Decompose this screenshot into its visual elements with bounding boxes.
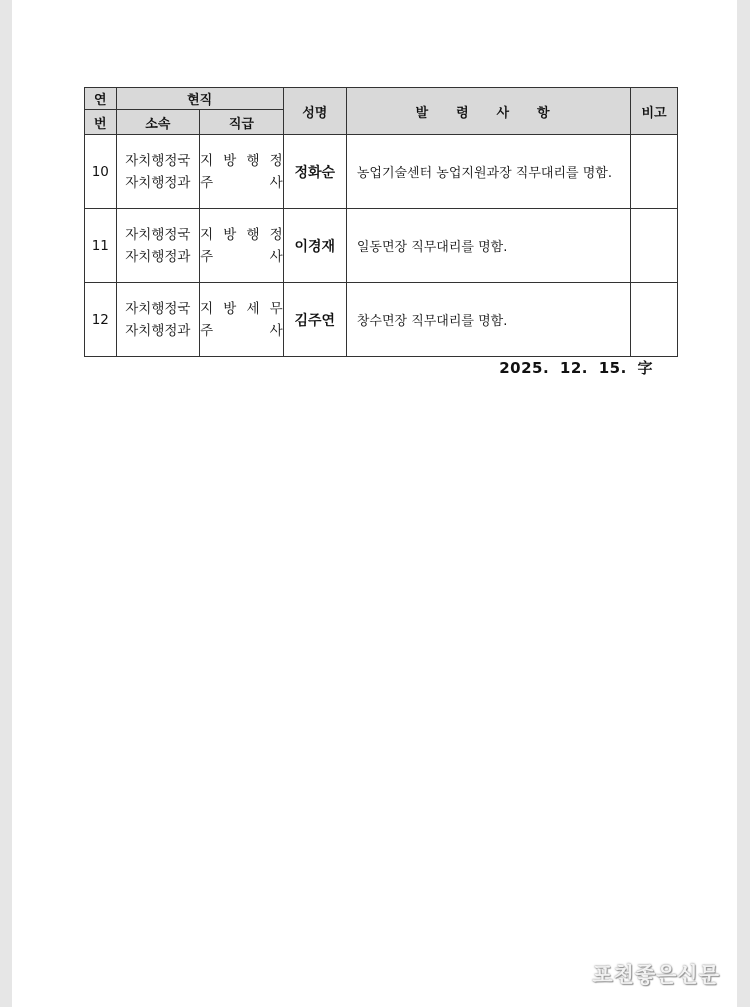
- rank-line2-last: 사: [269, 174, 283, 191]
- rank-line1: 지 방 행 정: [200, 226, 283, 243]
- header-no-bottom: 번: [85, 110, 117, 135]
- affiliation-cell: [116, 209, 200, 283]
- rank-cell: [200, 283, 284, 357]
- row-number: 10: [85, 135, 117, 209]
- header-affiliation: 소속: [116, 110, 200, 135]
- remarks-cell: [631, 209, 678, 283]
- rank-line1: 지 방 세 무: [200, 300, 283, 317]
- order-text: 창수면장 직무대리를 명함.: [346, 283, 630, 357]
- remarks-cell: [631, 135, 678, 209]
- rank-line1: 지 방 행 정: [200, 152, 283, 169]
- order-text: 일동면장 직무대리를 명함.: [346, 209, 630, 283]
- rank-line2-last: 사: [269, 248, 283, 265]
- document-page: [12, 0, 737, 1007]
- issue-date: 2025. 12. 15. 字: [499, 359, 653, 377]
- person-name: 정화순: [283, 135, 346, 209]
- affiliation-line2: 자치행정과: [125, 322, 191, 339]
- person-name: 이경재: [283, 209, 346, 283]
- rank-line2-first: 주: [200, 248, 214, 265]
- header-rank: 직급: [200, 110, 284, 135]
- header-current-position: 현직: [116, 88, 283, 110]
- order-text: 농업기술센터 농업지원과장 직무대리를 명함.: [346, 135, 630, 209]
- row-number: 11: [85, 209, 117, 283]
- rank-cell: [200, 209, 284, 283]
- row-number: 12: [85, 283, 117, 357]
- rank-line2-last: 사: [269, 322, 283, 339]
- affiliation-line2: 자치행정과: [125, 248, 191, 265]
- header-row-1: [85, 88, 678, 110]
- header-order: 발 령 사 항: [346, 88, 630, 135]
- remarks-cell: [631, 283, 678, 357]
- table-row: [85, 283, 678, 357]
- affiliation-line2: 자치행정과: [125, 174, 191, 191]
- table-row: [85, 209, 678, 283]
- affiliation-line1: 자치행정국: [125, 300, 191, 317]
- table-row: [85, 135, 678, 209]
- rank-line2: [200, 172, 283, 194]
- person-name: 김주연: [283, 283, 346, 357]
- affiliation-cell: [116, 135, 200, 209]
- header-remarks: 비고: [631, 88, 678, 135]
- rank-line2-first: 주: [200, 174, 214, 191]
- affiliation-line1: 자치행정국: [125, 226, 191, 243]
- rank-line2-first: 주: [200, 322, 214, 339]
- rank-line2: [200, 246, 283, 268]
- header-name: 성명: [283, 88, 346, 135]
- publisher-watermark: 포천좋은신문: [592, 963, 720, 987]
- rank-cell: [200, 135, 284, 209]
- personnel-order-table: [84, 87, 678, 357]
- affiliation-cell: [116, 283, 200, 357]
- rank-line2: [200, 320, 283, 342]
- header-no-top: 연: [85, 88, 117, 110]
- affiliation-line1: 자치행정국: [125, 152, 191, 169]
